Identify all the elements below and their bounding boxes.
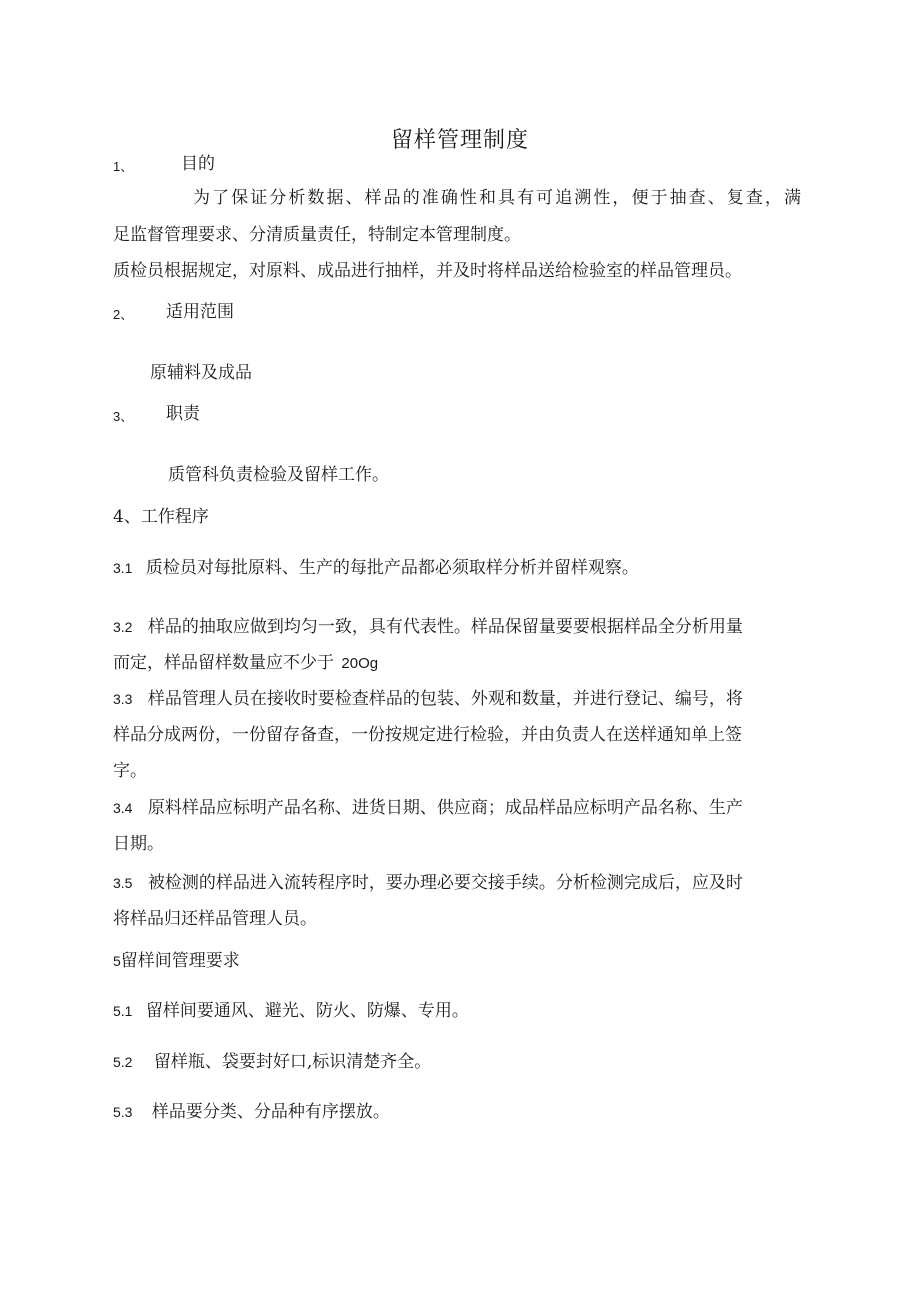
- item-3-5-line-1: [113, 872, 743, 894]
- item-3-5-text-line-1: 被检测的样品进入流转程序时，要办理必要交接手续。分析检测完成后，应及时: [147, 873, 743, 893]
- item-3-4-number: 3.4: [113, 800, 133, 816]
- item-3-1-text: 质检员对每批原料、生产的每批产品都必须取样分析并留样观察。: [145, 558, 639, 578]
- item-3-2-text-line-1: 样品的抽取应做到均匀一致，具有代表性。样品保留量要要根据样品全分析用量: [147, 617, 743, 637]
- item-5-1-text: 留样间要通风、避光、防火、防爆、专用。: [145, 1001, 469, 1021]
- document-title: 留样管理制度: [390, 128, 529, 153]
- item-3-4-text-line-1: 原料样品应标明产品名称、进货日期、供应商；成品样品应标明产品名称、生产: [147, 798, 743, 818]
- section-3-number: 3、: [113, 409, 134, 424]
- item-5-3-text: 样品要分类、分品种有序摆放。: [151, 1102, 390, 1122]
- item-3-4-line-1: [113, 797, 743, 819]
- item-5-3-number: 5.3: [113, 1104, 133, 1120]
- item-5-1-number: 5.1: [113, 1003, 133, 1019]
- item-3-3-line-1: [113, 688, 743, 710]
- section-1-paragraph-line-1: 为了保证分析数据、样品的准确性和具有可追溯性，便于抽查、复查，满: [193, 188, 801, 208]
- section-4-heading: 4、工作程序: [113, 507, 209, 527]
- item-3-1-number: 3.1: [113, 560, 133, 576]
- section-3-heading: 职责: [166, 404, 200, 424]
- item-5-3: [113, 1101, 390, 1123]
- item-3-5-line-2: 将样品归还样品管理人员。: [113, 909, 317, 929]
- item-5-1: [113, 1000, 469, 1022]
- section-5-heading: [113, 950, 240, 972]
- item-3-3-text-line-1: 样品管理人员在接收时要检查样品的包装、外观和数量，并进行登记、编号，将: [147, 689, 743, 709]
- item-3-2-number: 3.2: [113, 619, 133, 635]
- item-3-2-line-1: [113, 616, 743, 638]
- item-3-5-number: 3.5: [113, 875, 133, 891]
- section-1-number: 1、: [113, 159, 134, 174]
- item-3-2-text-line-2: 而定，样品留样数量应不少于: [113, 653, 334, 673]
- item-3-2-sample-amount: 20Og: [341, 655, 379, 672]
- section-1-paragraph-line-2: 足监督管理要求、分清质量责任，特制定本管理制度。: [113, 225, 521, 245]
- section-2-number: 2、: [113, 307, 134, 322]
- section-2-body: 原辅料及成品: [150, 363, 252, 383]
- item-3-3-number: 3.3: [113, 691, 133, 707]
- item-5-2-text: 留样瓶、袋要封好口,标识清楚齐全。: [153, 1052, 432, 1072]
- section-2-heading: 适用范围: [166, 302, 234, 322]
- item-3-1: [113, 557, 639, 579]
- section-5-heading-text: 留样间管理要求: [120, 951, 240, 971]
- item-3-2-line-2: [113, 652, 378, 675]
- section-1-paragraph-2: 质检员根据规定，对原料、成品进行抽样，并及时将样品送给检验室的样品管理员。: [113, 261, 742, 281]
- item-3-3-line-3: 字。: [113, 761, 147, 781]
- item-3-4-line-2: 日期。: [113, 834, 164, 854]
- section-5-number: 5: [113, 953, 121, 969]
- item-5-2-number: 5.2: [113, 1054, 133, 1070]
- item-3-3-line-2: 样品分成两份，一份留存备查，一份按规定进行检验，并由负责人在送样通知单上签: [113, 725, 742, 745]
- item-5-2: [113, 1051, 431, 1073]
- section-3-body: 质管科负责检验及留样工作。: [168, 465, 389, 485]
- section-1-heading: 目的: [181, 154, 215, 174]
